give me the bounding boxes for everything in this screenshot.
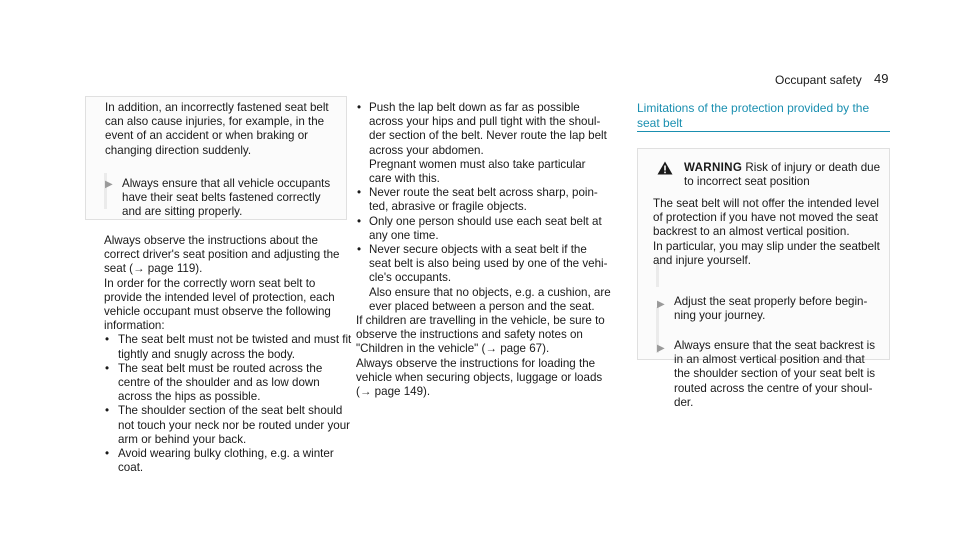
paragraph: Always observe the instructions for loading the vehicle when securing objects, luggage or loads (→ page 149). <box>356 356 603 399</box>
note-text: In addition, an incorrectly fastened seat belt can also cause injuries, for example, in the event of an accident or when braking or changing direction suddenly. <box>105 101 329 157</box>
play-arrow-icon: ▶ <box>657 343 665 354</box>
list-item-text: • Never secure objects with a seat belt if the seat belt is also being used by one of the vehi-cle's occupants. <box>369 243 608 285</box>
warning-triangle-icon <box>657 161 673 175</box>
paragraph: In particular, you may slip under the seatbelt and injure yourself. <box>653 239 880 267</box>
list-item: • Only one person should use each seat belt at any one time. <box>356 215 611 243</box>
list-item-text: • Push the lap belt down as far as possible across your hips and pull tight with the shoul-der section of the belt. Never route the lap belt across your abdomen. <box>369 101 607 157</box>
column-1-body <box>104 234 354 475</box>
list-item <box>356 101 611 186</box>
warning-label: WARNING <box>684 161 743 174</box>
section-title: Limitations of the protection provided by the seat belt <box>637 101 870 130</box>
list-item: • The shoulder section of the seat belt should not touch your neck nor be routed under your arm or behind your back. <box>104 404 354 447</box>
paragraph: The seat belt will not offer the intended level of protection if you have not moved the seat backrest to an almost vertical position. <box>653 197 880 239</box>
running-header-title: Occupant safety <box>775 73 862 87</box>
play-arrow-icon: ▶ <box>105 179 113 190</box>
warning-box <box>637 148 890 409</box>
column-2-body <box>356 101 611 399</box>
warning-step: Always ensure that the seat backrest is in an almost vertical position and that the shoulder section of your seat belt is routed across the centre of your shoul-der. <box>674 339 876 409</box>
paragraph: Always observe the instructions about the correct driver's seat position and adjusting the seat (→ page 119). <box>104 234 340 276</box>
warning-header <box>657 161 882 189</box>
paragraph: If children are travelling in the vehicle, be sure to observe the instructions and safety notes on "Children in the vehicle" (→ page 67). <box>356 314 605 356</box>
play-arrow-icon: ▶ <box>657 299 665 310</box>
warning-step: Adjust the seat properly before begin-ning your journey. <box>674 295 868 323</box>
bullet-list <box>104 333 354 475</box>
note-bullet: Always ensure that all vehicle occupants have their seat belts fastened correctly and are sitting properly. <box>122 177 331 219</box>
list-item: • Avoid wearing bulky clothing, e.g. a winter coat. <box>104 447 354 475</box>
list-item: • Never route the seat belt across sharp, poin-ted, abrasive or fragile objects. <box>356 186 611 214</box>
list-item <box>356 243 611 314</box>
bullet-list <box>356 101 611 314</box>
note-box <box>85 96 347 220</box>
list-item: • The seat belt must not be twisted and must fit tightly and snugly across the body. <box>104 333 354 361</box>
paragraph: In order for the correctly worn seat belt to provide the intended level of protection, each vehicle occupant must observe the following information: <box>104 276 335 333</box>
list-item-subtext: Pregnant women must also take particular care with this. <box>369 157 586 186</box>
warning-heading <box>657 161 882 189</box>
section-rule <box>637 131 890 132</box>
list-item: • The seat belt must be routed across the centre of the shoulder and as low down across the hips as possible. <box>104 362 354 405</box>
warning-heading-text: Risk of injury or death due to incorrect seat position <box>684 161 881 189</box>
page-number: 49 <box>874 71 889 86</box>
list-item-subtext: Also ensure that no objects, e.g. a cushion, are ever placed between a person and the seat. <box>369 285 611 313</box>
warning-body <box>653 197 885 268</box>
